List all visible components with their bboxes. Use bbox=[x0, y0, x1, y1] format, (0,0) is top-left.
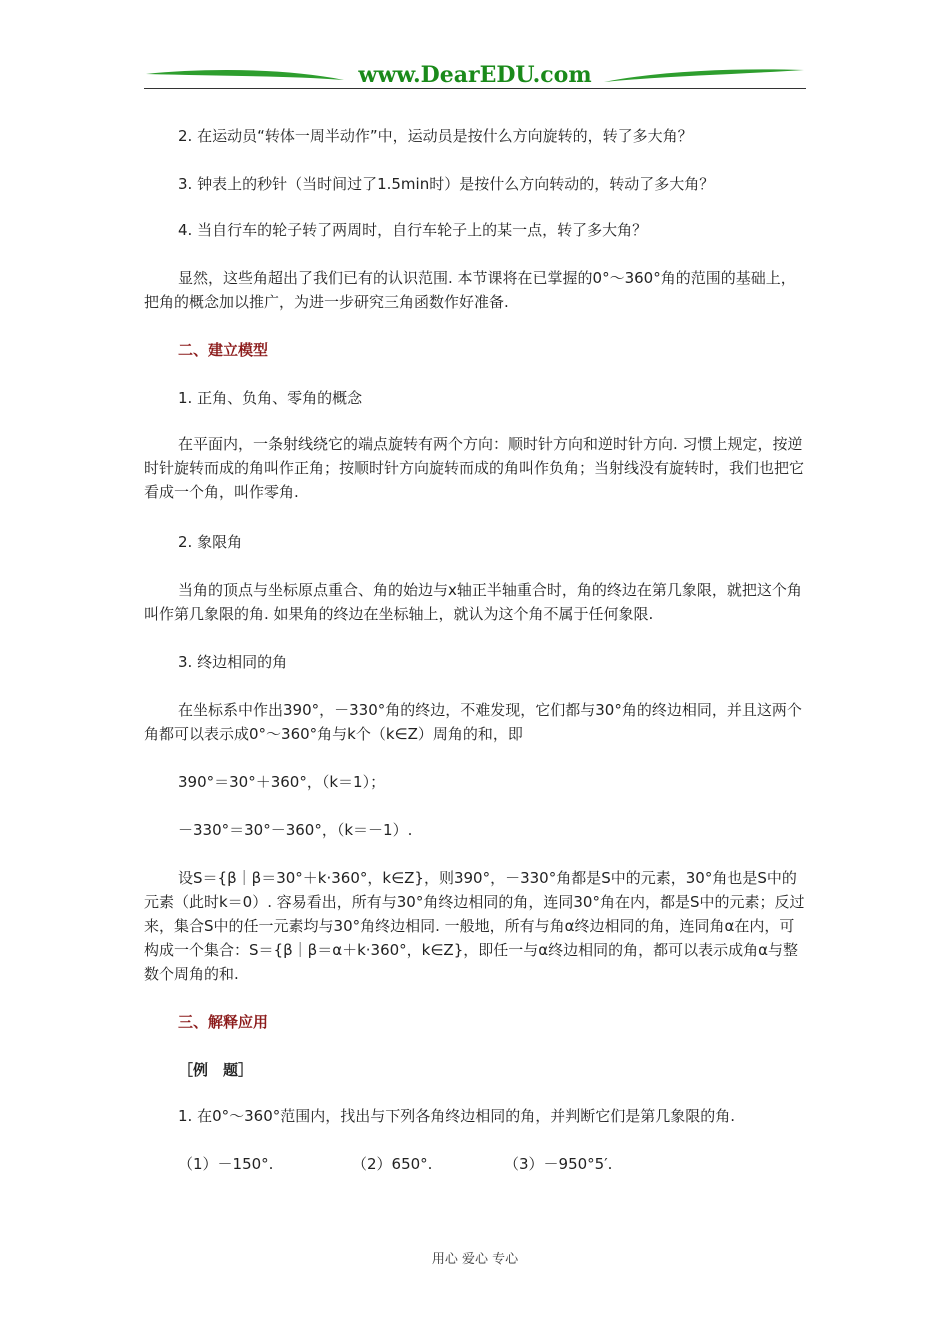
subheading-3: 3. 终边相同的角 bbox=[178, 653, 288, 671]
header-rule bbox=[144, 88, 806, 89]
paragraph-set-definition: 设S＝{β｜β＝30°＋k·360°，k∈Z}，则390°，－330°角都是S中的元素，30°角也是S中的元素（此时k＝0）. 容易看出，所有与30°角终边相同的角，连同30°角在内，都是S中的元素；反过来，集合S中的任一元素均与30°角终边相同. 一般地，所有与角α终边相同的角，连同角α在内，可构成一个集合：S＝{β｜β＝α＋k·360°，k∈Z}，即任一与α终边相同的角，都可以表示成角α与整数个周角的和. bbox=[144, 869, 805, 983]
question-2: 2. 在运动员“转体一周半动作”中，运动员是按什么方向旋转的，转了多大角？ bbox=[178, 127, 693, 145]
page-footer: 用心 爱心 专心 bbox=[431, 1252, 519, 1267]
intro-paragraph: 显然，这些角超出了我们已有的认识范围. 本节课将在已掌握的0°～360°角的范围的基础上，把角的概念加以推广，为进一步研究三角函数作好准备. bbox=[144, 269, 796, 311]
question-3: 3. 钟表上的秒针（当时间过了1.5min时）是按什么方向转动的，转动了多大角？ bbox=[178, 175, 715, 193]
paragraph-angle-concepts: 在平面内，一条射线绕它的端点旋转有两个方向：顺时针方向和逆时针方向. 习惯上规定，按逆时针旋转而成的角叫作正角；按顺时针方向旋转而成的角叫作负角；当射线没有旋转时，我们也把它看成一个角，叫作零角. bbox=[144, 435, 805, 501]
example-1: 1. 在0°～360°范围内，找出与下列各角终边相同的角，并判断它们是第几象限的角. bbox=[178, 1107, 736, 1125]
site-logo: www.DearEDU.com bbox=[358, 62, 592, 88]
example-item-2: （2）650°. bbox=[352, 1155, 433, 1173]
section-heading-3: 三、解释应用 bbox=[178, 1013, 269, 1031]
formula-2: －330°＝30°－360°，（k＝－1）. bbox=[178, 821, 413, 839]
example-item-1: （1）－150°. bbox=[178, 1155, 274, 1173]
section-heading-2: 二、建立模型 bbox=[178, 341, 269, 359]
subheading-2: 2. 象限角 bbox=[178, 533, 243, 551]
subheading-1: 1. 正角、负角、零角的概念 bbox=[178, 389, 363, 407]
question-4: 4. 当自行车的轮子转了两周时，自行车轮子上的某一点，转了多大角？ bbox=[178, 221, 648, 239]
example-heading: ［例 题］ bbox=[178, 1061, 254, 1079]
example-item-3: （3）－950°5′. bbox=[504, 1155, 613, 1173]
page-header bbox=[144, 62, 806, 92]
paragraph-coterminal: 在坐标系中作出390°，－330°角的终边，不难发现，它们都与30°角的终边相同，并且这两个角都可以表示成0°～360°角与k个（k∈Z）周角的和，即 bbox=[144, 701, 802, 743]
formula-1: 390°＝30°＋360°，（k＝1）； bbox=[178, 773, 386, 791]
paragraph-quadrant-angle: 当角的顶点与坐标原点重合、角的始边与x轴正半轴重合时，角的终边在第几象限，就把这个角叫作第几象限的角. 如果角的终边在坐标轴上，就认为这个角不属于任何象限. bbox=[144, 581, 802, 623]
